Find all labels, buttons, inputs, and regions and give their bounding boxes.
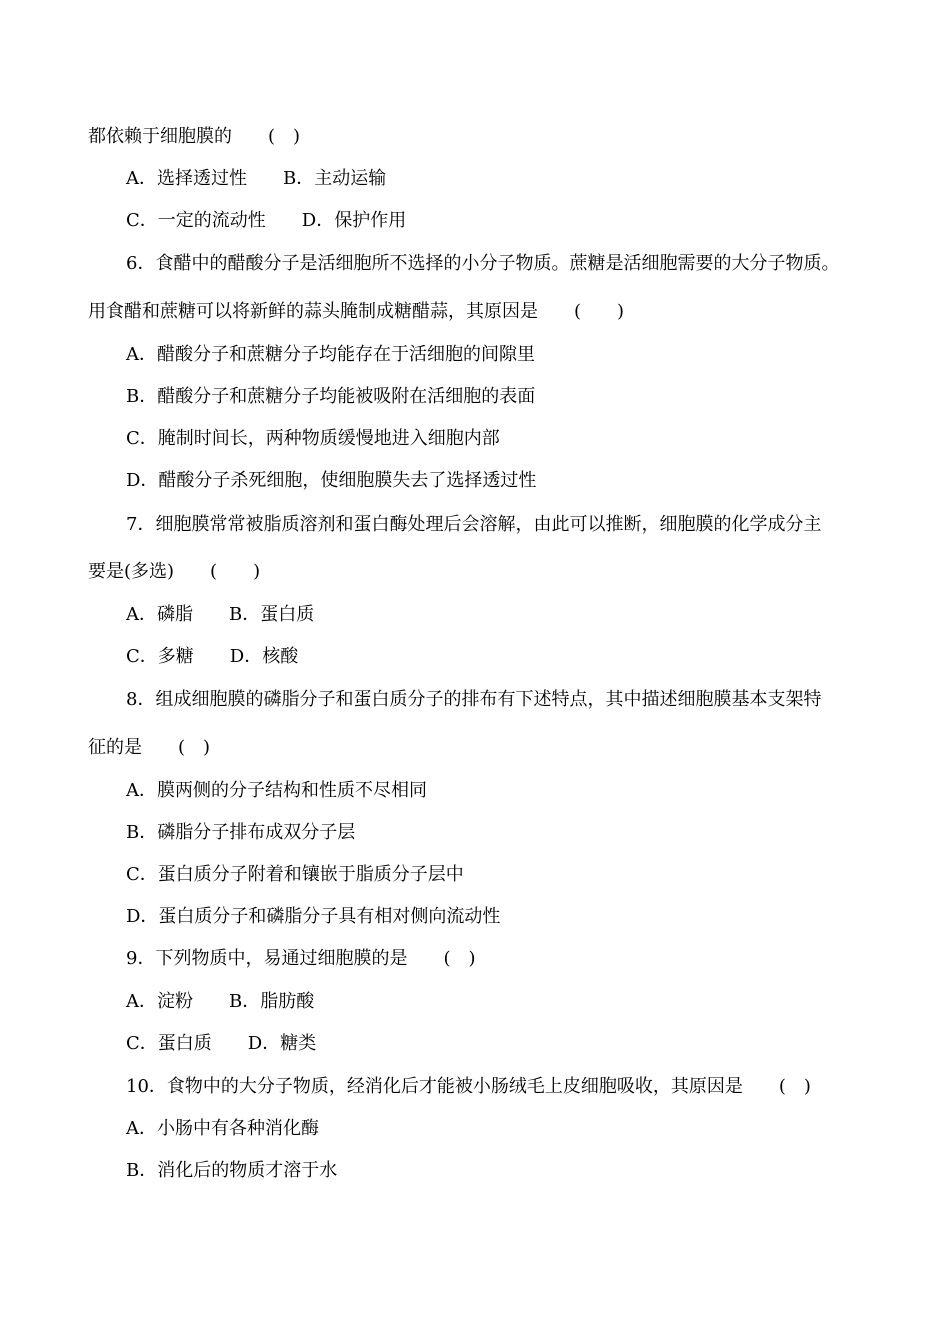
option-line: D．醋酸分子杀死细胞，使细胞膜失去了选择透过性 <box>126 470 537 491</box>
option-line: A．磷脂 B．蛋白质 <box>126 604 315 625</box>
question-10: 10．食物中的大分子物质，经消化后才能被小肠绒毛上皮细胞吸收，其原因是 ( ) <box>126 1076 811 1097</box>
question-9: 9．下列物质中，易通过细胞膜的是 ( ) <box>126 948 476 969</box>
option-line: A．小肠中有各种消化酶 <box>126 1118 319 1139</box>
option-line: C．腌制时间长，两种物质缓慢地进入细胞内部 <box>126 428 500 449</box>
option-line: C．蛋白质 D．糖类 <box>126 1033 317 1054</box>
question-8: 8．组成细胞膜的磷脂分子和蛋白质分子的排布有下述特点，其中描述细胞膜基本支架特 <box>126 689 822 710</box>
question-6: 6．食醋中的醋酸分子是活细胞所不选择的小分子物质。蔗糖是活细胞需要的大分子物质。 <box>126 253 840 274</box>
question-7: 7．细胞膜常常被脂质溶剂和蛋白酶处理后会溶解，由此可以推断，细胞膜的化学成分主 <box>126 514 822 535</box>
option-line: A．膜两侧的分子结构和性质不尽相同 <box>126 780 427 801</box>
option-line: A．选择透过性 B．主动运输 <box>126 168 387 189</box>
option-line: A．醋酸分子和蔗糖分子均能存在于活细胞的间隙里 <box>126 344 535 365</box>
text-line: 征的是 ( ) <box>88 737 211 758</box>
text-line: 用食醋和蔗糖可以将新鲜的蒜头腌制成糖醋蒜，其原因是 ( ) <box>88 301 625 322</box>
option-line: B．醋酸分子和蔗糖分子均能被吸附在活细胞的表面 <box>126 386 536 407</box>
option-line: B．磷脂分子排布成双分子层 <box>126 822 356 843</box>
option-line: B．消化后的物质才溶于水 <box>126 1160 338 1181</box>
option-line: C．多糖 D．核酸 <box>126 646 299 667</box>
option-line: A．淀粉 B．脂肪酸 <box>126 991 315 1012</box>
text-line: 要是(多选) ( ) <box>88 561 261 582</box>
text-line: 都依赖于细胞膜的 ( ) <box>88 126 301 147</box>
option-line: C．蛋白质分子附着和镶嵌于脂质分子层中 <box>126 864 464 885</box>
option-line: C．一定的流动性 D．保护作用 <box>126 210 407 231</box>
option-line: D．蛋白质分子和磷脂分子具有相对侧向流动性 <box>126 906 501 927</box>
